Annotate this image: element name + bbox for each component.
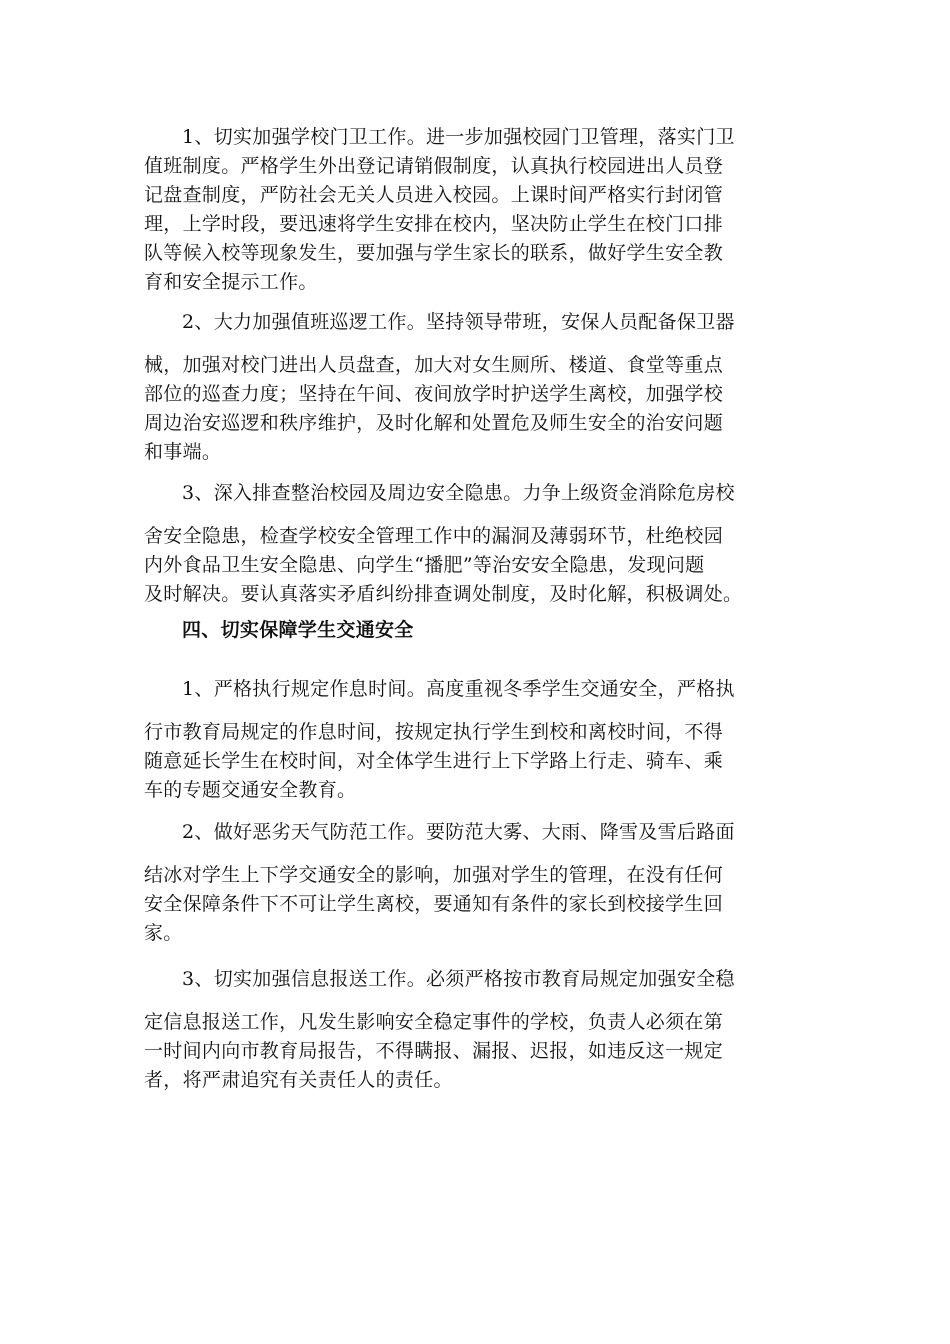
paragraph-line: 值班制度。严格学生外出登记请销假制度，认真执行校园进出人员登 xyxy=(144,155,724,177)
paragraph-line: 2、做好恶劣天气防范工作。要防范大雾、大雨、降雪及雪后路面 xyxy=(182,821,735,843)
paragraph-patrol xyxy=(144,308,809,467)
paragraph-line: 记盘查制度，严防社会无关人员进入校园。上课时间严格实行封闭管 xyxy=(144,184,724,206)
paragraph-line: 2、大力加强值班巡逻工作。坚持领导带班，安保人员配备保卫器 xyxy=(182,311,735,333)
paragraph-line: 队等候入校等现象发生，要加强与学生家长的联系，做好学生安全教 xyxy=(144,242,724,264)
paragraph-line: 1、切实加强学校门卫工作。进一步加强校园门卫管理，落实门卫 xyxy=(182,126,735,148)
paragraph-line: 安全保障条件下不可让学生离校，要通知有条件的家长到校接学生回 xyxy=(144,893,724,915)
paragraph-line: 者，将严肃追究有关责任人的责任。 xyxy=(144,1069,453,1091)
paragraph-line: 和事端。 xyxy=(144,441,222,463)
section-heading: 四、切实保障学生交通安全 xyxy=(182,619,414,641)
paragraph-line: 周边治安巡逻和秩序维护，及时化解和处置危及师生安全的治安问题 xyxy=(144,412,724,434)
paragraph-line: 内外食品卫生安全隐患、向学生“播肥”等治安安全隐患，发现问题 xyxy=(144,554,705,576)
paragraph-line: 3、深入排查整治校园及周边安全隐患。力争上级资金消除危房校 xyxy=(182,482,735,504)
paragraph-line: 行市教育局规定的作息时间，按规定执行学生到校和离校时间，不得 xyxy=(144,721,724,743)
paragraph-line: 理，上学时段，要迅速将学生安排在校内，坚决防止学生在校门口排 xyxy=(144,213,724,235)
paragraph-line: 家。 xyxy=(144,922,183,944)
paragraph-reporting xyxy=(144,965,809,1095)
paragraph-line: 育和安全提示工作。 xyxy=(144,271,318,293)
paragraph-line: 舍安全隐患，检查学校安全管理工作中的漏洞及薄弱环节，杜绝校园 xyxy=(144,525,724,547)
paragraph-line: 及时解决。要认真落实矛盾纠纷排查调处制度，及时化解，积极调处。 xyxy=(144,583,743,605)
paragraph-schedule xyxy=(144,675,809,805)
paragraph-line: 械，加强对校门进出人员盘查，加大对女生厕所、楼道、食堂等重点 xyxy=(144,354,724,376)
paragraph-line: 定信息报送工作，凡发生影响安全稳定事件的学校，负责人必须在第 xyxy=(144,1011,724,1033)
paragraph-weather xyxy=(144,818,809,948)
paragraph-line: 3、切实加强信息报送工作。必须严格按市教育局规定加强安全稳 xyxy=(182,968,735,990)
paragraph-hazards xyxy=(144,479,809,638)
paragraph-line: 车的专题交通安全教育。 xyxy=(144,779,357,801)
paragraph-line: 结冰对学生上下学交通安全的影响，加强对学生的管理，在没有任何 xyxy=(144,864,724,886)
paragraph-gatekeeping xyxy=(144,123,809,297)
paragraph-line: 部位的巡查力度；坚持在午间、夜间放学时护送学生离校，加强学校 xyxy=(144,383,724,405)
paragraph-line: 1、严格执行规定作息时间。高度重视冬季学生交通安全，严格执 xyxy=(182,678,735,700)
paragraph-line: 随意延长学生在校时间，对全体学生进行上下学路上行走、骑车、乘 xyxy=(144,750,724,772)
paragraph-line: 一时间内向市教育局报告，不得瞒报、漏报、迟报，如违反这一规定 xyxy=(144,1040,724,1062)
